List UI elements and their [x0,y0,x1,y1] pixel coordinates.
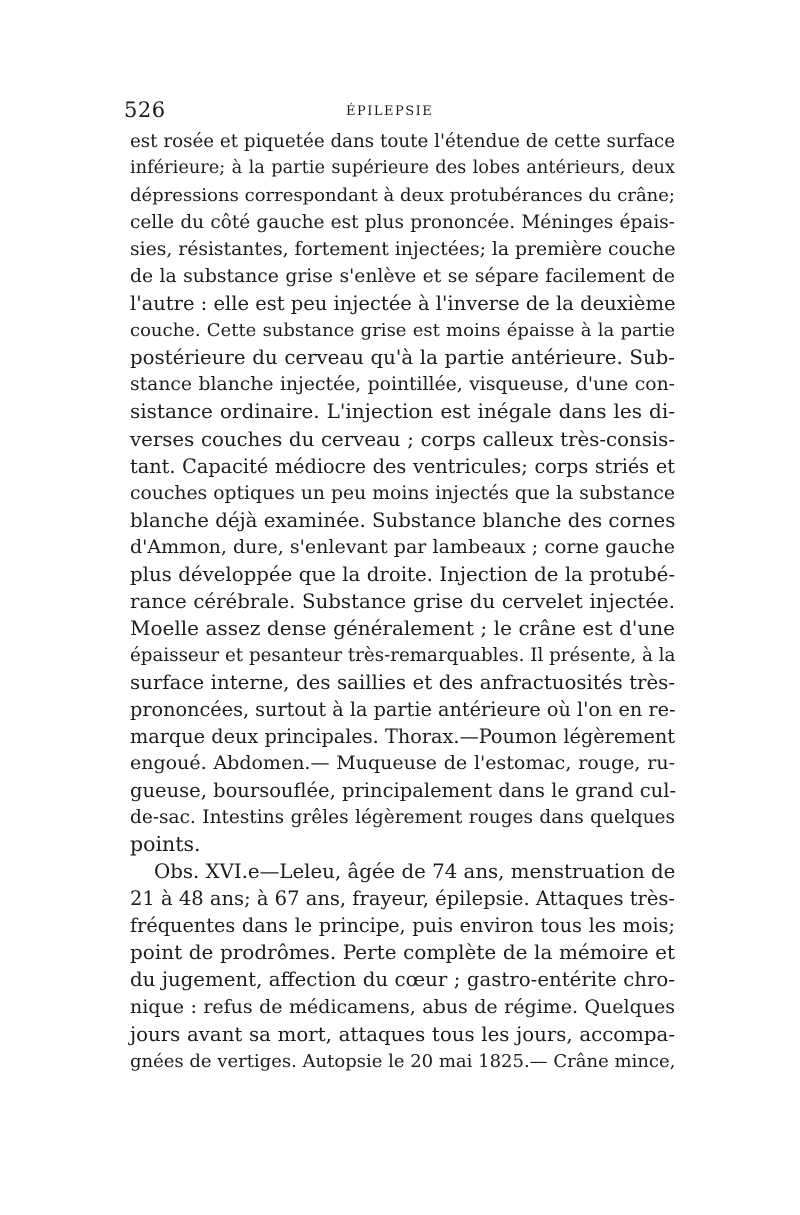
text-line: du jugement, affection du cœur ; gastro-entérite chro- [130,968,675,992]
text-line: prononcées, surtout à la partie antérieure où l'on en re- [130,697,676,721]
text-line: stance blanche injectée, pointillée, visqueuse, d'une con- [130,374,675,396]
text-line: est rosée et piquetée dans toute l'étendue de cette surface [130,131,675,152]
text-line: épaisseur et pesanteur très-remarquables. Il présente, à la [130,644,676,666]
page-header [124,98,680,128]
text-line: plus développée que la droite. Injection de la protubé- [130,562,675,586]
text-line: gueuse, boursouflée, principalement dans le grand cul- [130,779,677,803]
text-line: nique : refus de médicamens, abus de régime. Quelques [130,995,675,1018]
page-number: 526 [124,98,166,122]
text-line: marque deux principales. Thorax.—Poumon légèrement [130,725,675,749]
text-line: surface interne, des saillies et des anfractuosités très- [130,670,675,694]
text-line: Moelle assez dense généralement ; le crâne est d'une [130,615,675,640]
text-line: celle du côté gauche est plus prononcée. Méninges épais- [130,212,675,234]
text-line: gnées de vertiges. Autopsie le 20 mai 1825.— Crâne mince, [130,1050,676,1072]
text-line: engoué. Abdomen.— Muqueuse de l'estomac, rouge, ru- [130,752,675,775]
text-line: de-sac. Intestins grêles légèrement rouges dans quelques [130,807,675,829]
text-line: point de prodrômes. Perte complète de la mémoire et [130,940,675,965]
text-line: dépressions correspondant à deux protubérances du crâne; [130,185,675,207]
text-line: rance cérébrale. Substance grise du cervelet injectée. [130,589,675,613]
text-line: points. [130,832,201,857]
text-line: couche. Cette substance grise est moins épaisse à la partie [130,320,675,342]
text-line: l'autre : elle est peu injectée à l'inverse de la deuxième [130,292,676,316]
text-line: Obs. XVI.e—Leleu, âgée de 74 ans, menstruation de [154,860,676,884]
text-line: postérieure du cerveau qu'à la partie antérieure. Sub- [130,346,675,370]
text-line: inférieure; à la partie supérieure des lobes antérieurs, deux [130,158,675,179]
text-line: couches optiques un peu moins injectés que la substance [130,482,675,504]
text-line: blanche déjà examinée. Substance blanche des cornes [130,508,676,532]
text-line: sistance ordinaire. L'injection est inégale dans les di- [130,399,675,424]
text-line: tant. Capacité médiocre des ventricules; corps striés et [130,454,675,478]
running-head: ÉPILEPSIE [346,104,434,119]
text-line: de la substance grise s'enlève et se sépare facilement de [130,266,675,288]
body-text [130,128,675,1075]
text-line: jours avant sa mort, attaques tous les jours, accompa- [130,1022,675,1046]
text-line: d'Ammon, dure, s'enlevant par lambeaux ; corne gauche [130,535,675,558]
text-line: sies, résistantes, fortement injectées; la première couche [130,239,676,261]
text-line: 21 à 48 ans; à 67 ans, frayeur, épilepsie. Attaques très- [130,887,675,911]
text-line: fréquentes dans le principe, puis environ tous les mois; [130,914,675,938]
text-line: verses couches du cerveau ; corps calleux très-consis- [130,427,675,451]
